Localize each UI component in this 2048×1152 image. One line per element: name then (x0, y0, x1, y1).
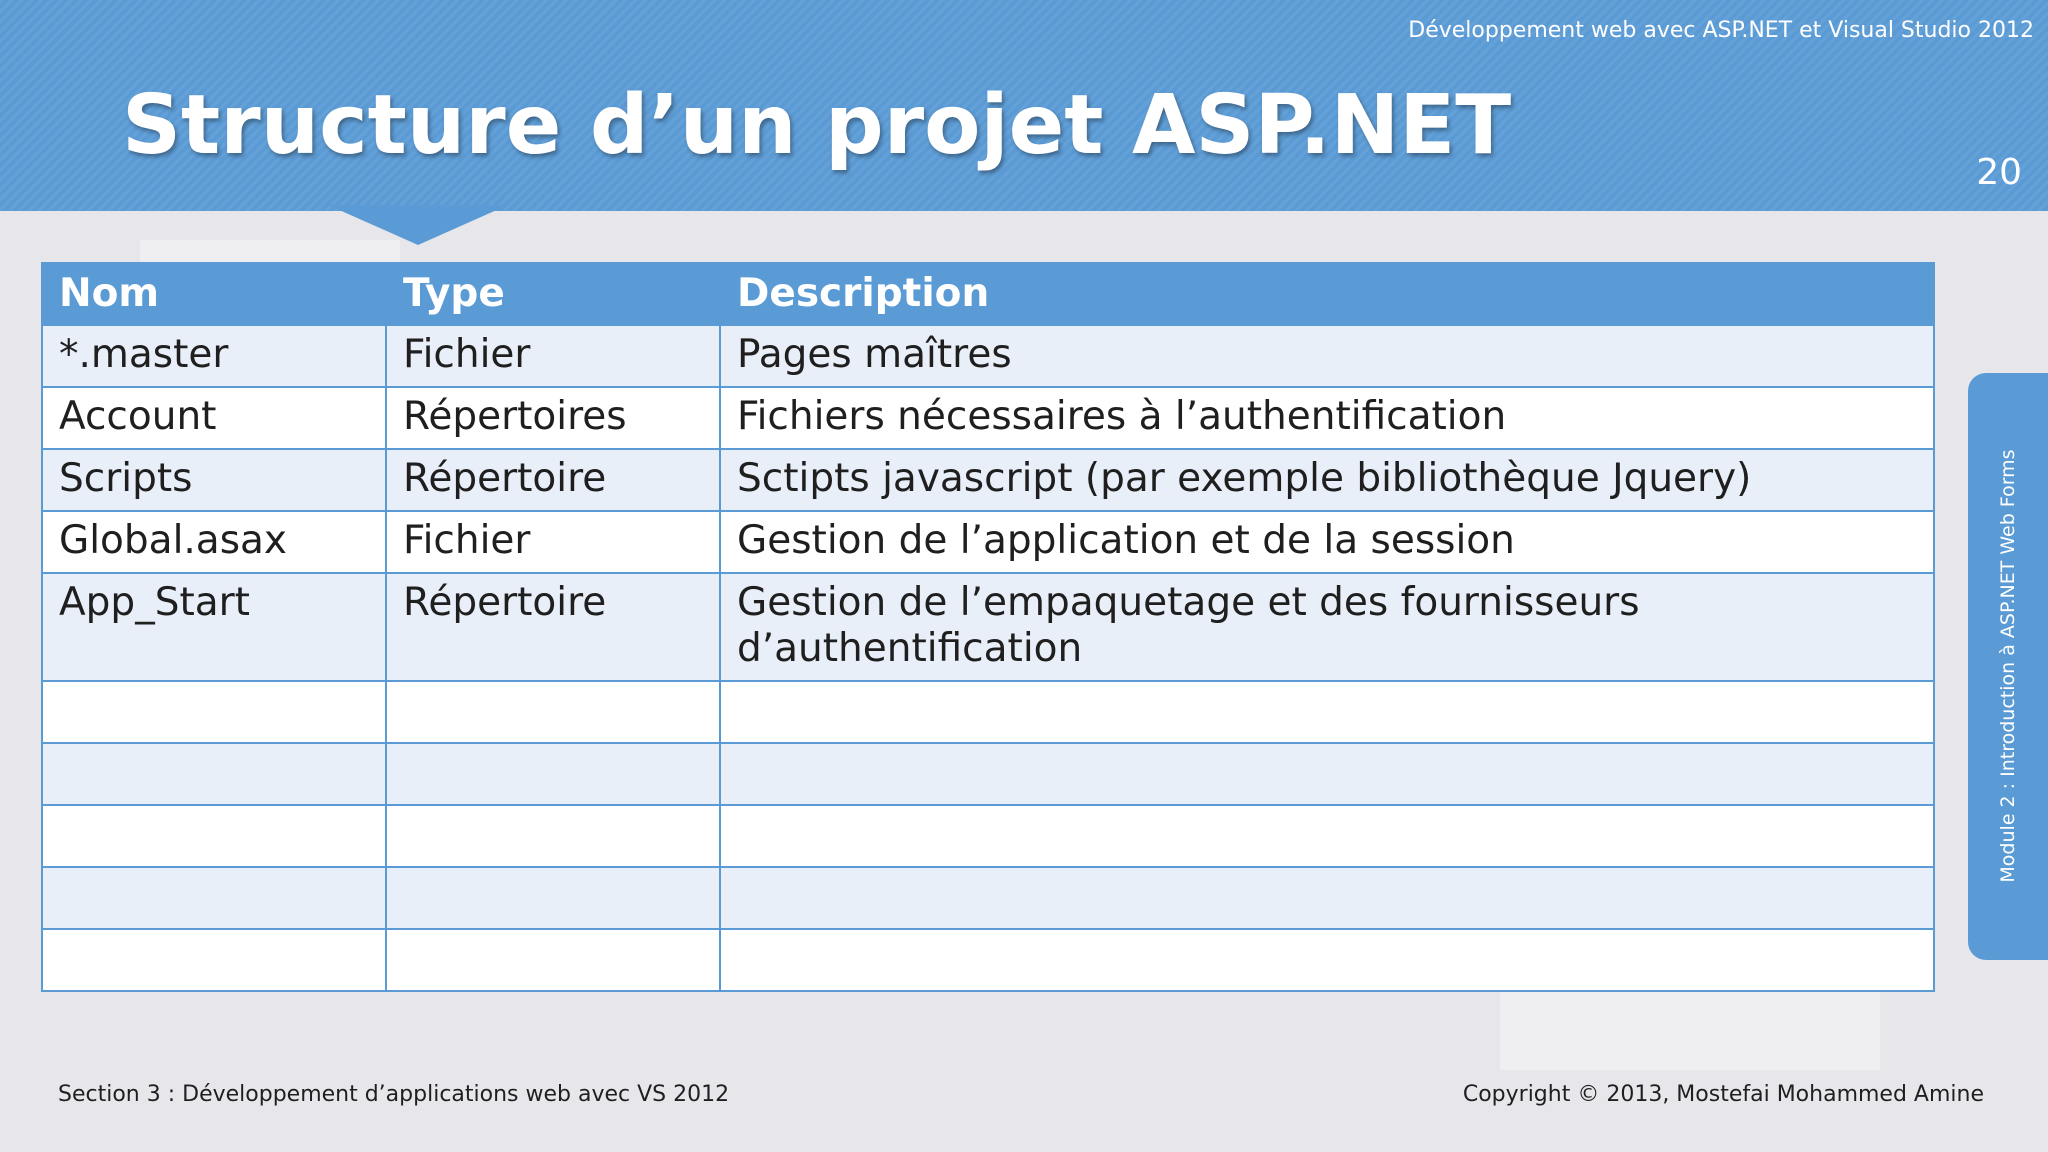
cell-type (386, 743, 720, 805)
cell-description: Gestion de l’application et de la session (720, 511, 1934, 573)
cell-type: Fichier (386, 511, 720, 573)
footer-section: Section 3 : Développement d’applications web avec VS 2012 (58, 1082, 730, 1107)
header-notch (328, 205, 508, 245)
table-row (42, 511, 1934, 573)
table-row (42, 743, 1934, 805)
cell-name (42, 867, 386, 929)
table-row (42, 929, 1934, 991)
cell-name (42, 805, 386, 867)
column-header: Nom (42, 263, 386, 325)
cell-description: Gestion de l’empaquetage et des fournisseurs d’authentification (720, 573, 1934, 681)
table-header-row (42, 263, 1934, 325)
table-row (42, 325, 1934, 387)
cell-description (720, 929, 1934, 991)
cell-type: Répertoires (386, 387, 720, 449)
cell-name: Global.asax (42, 511, 386, 573)
table-row (42, 387, 1934, 449)
footer-copyright: Copyright © 2013, Mostefai Mohammed Amine (1462, 1082, 1984, 1107)
project-structure-table (41, 262, 1935, 992)
cell-description: Pages maîtres (720, 325, 1934, 387)
cell-description: Fichiers nécessaires à l’authentification (720, 387, 1934, 449)
cell-name (42, 929, 386, 991)
cell-description (720, 681, 1934, 743)
slide-title: Structure d’un projet ASP.NET (122, 78, 1512, 173)
cell-type (386, 867, 720, 929)
table-row (42, 681, 1934, 743)
table-row (42, 805, 1934, 867)
cell-name: App_Start (42, 573, 386, 681)
cell-type (386, 681, 720, 743)
table-row (42, 449, 1934, 511)
module-label: Module 2 : Introduction à ASP.NET Web Forms (1997, 449, 2019, 883)
cell-name (42, 681, 386, 743)
column-header: Type (386, 263, 720, 325)
cell-name (42, 743, 386, 805)
cell-type: Répertoire (386, 573, 720, 681)
course-title: Développement web avec ASP.NET et Visual Studio 2012 (1408, 18, 2034, 43)
cell-name: Account (42, 387, 386, 449)
cell-description (720, 867, 1934, 929)
cell-description: Sctipts javascript (par exemple bibliothèque Jquery) (720, 449, 1934, 511)
cell-type (386, 929, 720, 991)
column-header: Description (720, 263, 1934, 325)
cell-type: Fichier (386, 325, 720, 387)
cell-type: Répertoire (386, 449, 720, 511)
page-number: 20 (1976, 152, 2022, 193)
table-row (42, 867, 1934, 929)
table-row (42, 573, 1934, 681)
slide-header (0, 0, 2048, 211)
cell-description (720, 805, 1934, 867)
cell-description (720, 743, 1934, 805)
cell-name: *.master (42, 325, 386, 387)
cell-type (386, 805, 720, 867)
cell-name: Scripts (42, 449, 386, 511)
